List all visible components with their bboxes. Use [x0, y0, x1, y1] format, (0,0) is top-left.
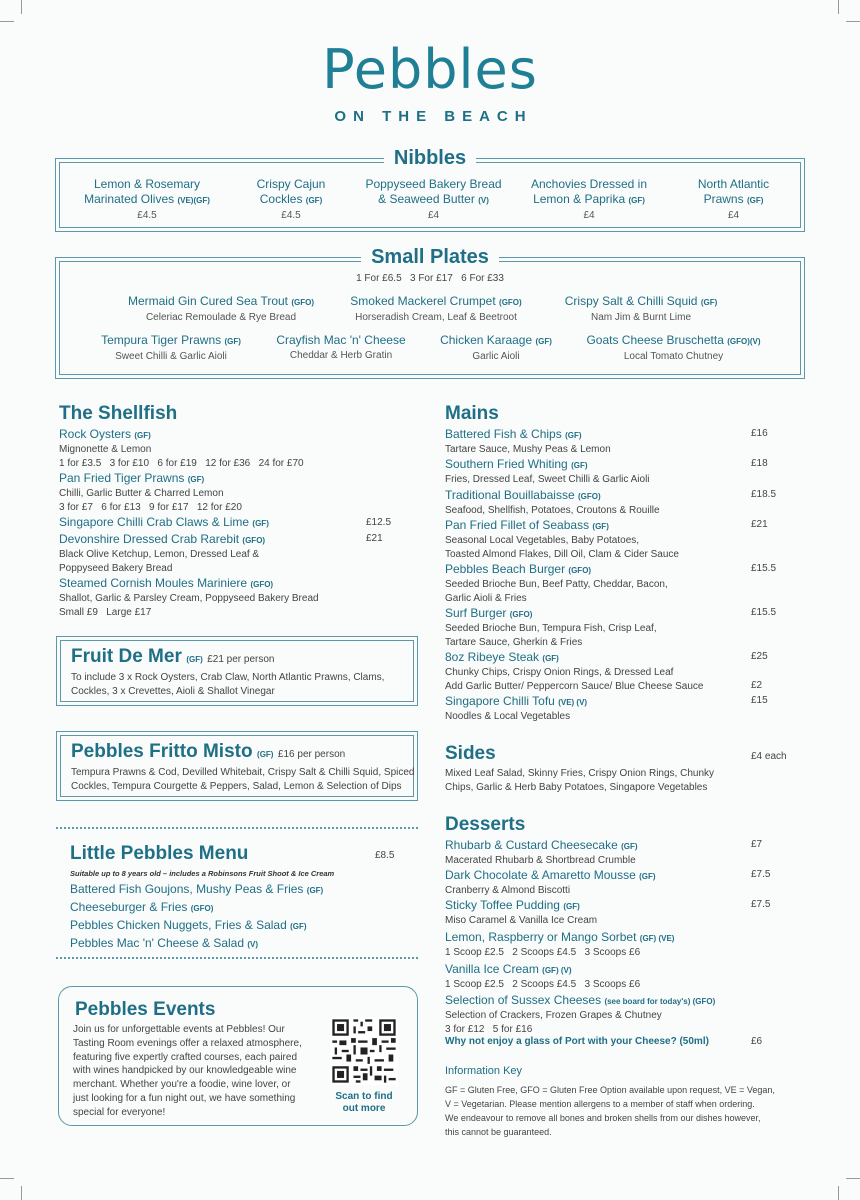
kids-item-name: Pebbles Mac 'n' Cheese & Salad: [70, 936, 245, 950]
small-plate-item: [426, 333, 566, 364]
small-plate-name: Crayfish Mac 'n' Cheese: [276, 333, 406, 347]
item-price: £18: [751, 458, 768, 469]
desserts-title: Desserts: [445, 814, 526, 835]
item-desc: Toasted Almond Flakes, Dill Oil, Clam & Cider Sauce: [445, 549, 679, 560]
dietary-tag: (VE) (V): [558, 698, 588, 707]
dietary-tag: (GF): [700, 298, 718, 307]
item-price: £15.5: [751, 563, 777, 574]
fritto-misto-desc: Cockles, Tempura Courgette & Peppers, Salad, Lemon & Selection of Dips: [71, 781, 402, 792]
dessert-item: [445, 868, 745, 898]
mains-item: [445, 606, 745, 650]
logo: [0, 40, 860, 125]
little-pebbles-section: [56, 827, 418, 959]
dietary-tag: (GF): [542, 654, 559, 663]
dietary-tag: (GFO): [190, 904, 214, 913]
nibble-name-line1: Crispy Cajun: [256, 177, 326, 191]
nibble-item: [72, 177, 222, 223]
dietary-tag: (GF): [535, 337, 552, 346]
events-text: Tasting Room evenings offer a relaxed atmosphere,: [73, 1037, 302, 1049]
fritto-misto-box: [56, 731, 418, 801]
nibble-name-line1: Poppyseed Bakery Bread: [365, 177, 502, 191]
nibble-item: [519, 177, 659, 223]
item-desc: Poppyseed Bakery Bread: [59, 563, 173, 574]
item-pricing: 1 for £3.5 3 for £10 6 for £19 12 for £36 24 for £70: [59, 458, 304, 469]
shellfish-item: [59, 515, 399, 531]
item-desc: Chilli, Garlic Butter & Charred Lemon: [59, 488, 224, 499]
dietary-tag: (V): [247, 940, 259, 949]
item-price: £7: [751, 839, 763, 850]
item-name: Rock Oysters: [59, 427, 132, 441]
dietary-tag: (GF): [186, 655, 203, 664]
little-pebbles-price: £8.5: [375, 850, 395, 861]
small-plate-item: [111, 294, 331, 325]
item-name: Selection of Sussex Cheeses: [445, 993, 602, 1007]
fruit-de-mer-price: £21 per person: [207, 654, 275, 665]
small-plate-item: [541, 294, 741, 325]
crop-mark: [846, 1178, 860, 1179]
small-plate-name: Crispy Salt & Chilli Squid: [564, 294, 698, 308]
sides-desc-line: Chips, Garlic & Herb Baby Potatoes, Singapore Vegetables: [445, 782, 708, 793]
events-text: Join us for unforgettable events at Pebbles! Our: [73, 1024, 285, 1035]
fritto-misto-price: £16 per person: [277, 749, 346, 760]
nibbles-title-wrap: [56, 147, 804, 170]
dietary-tag: (VE)(GF): [177, 196, 210, 205]
item-price: £21: [751, 519, 768, 530]
small-plate-name: Goats Cheese Bruschetta: [586, 333, 724, 347]
small-plates-title-wrap: [56, 246, 804, 269]
fruit-de-mer-desc: To include 3 x Rock Oysters, Crab Claw, North Atlantic Prawns, Clams,: [71, 672, 385, 683]
fritto-misto-title: Pebbles Fritto Misto: [71, 741, 253, 762]
mains-item: [445, 650, 745, 694]
nibble-name-line2: Lemon & Paprika: [533, 192, 626, 206]
item-price: £16: [751, 428, 768, 439]
events-text: merchant. Whether you're a foodie, wine lover, or: [73, 1079, 291, 1091]
fruit-de-mer-box: [56, 636, 418, 706]
dietary-tag: (GF): [571, 461, 588, 470]
dietary-tag: (GFO): [242, 536, 266, 545]
info-key-text: [445, 1083, 805, 1139]
events-text: featuring five expertly crafted courses, each paired: [73, 1051, 298, 1063]
item-name: Traditional Bouillabaisse: [445, 488, 575, 502]
qr-caption: out more: [342, 1103, 386, 1114]
port-price: £6: [751, 1036, 763, 1047]
item-price: £7.5: [751, 869, 771, 880]
dietary-tag: (GF): [628, 196, 645, 205]
small-plate-item: [571, 333, 776, 364]
mains-item: [445, 562, 745, 606]
item-name: Dark Chocolate & Amaretto Mousse: [445, 868, 636, 882]
item-desc: Add Garlic Butter/ Peppercorn Sauce/ Blue Cheese Sauce: [445, 681, 704, 692]
item-desc: Shallot, Garlic & Parsley Cream, Poppyseed Bakery Bread: [59, 593, 319, 604]
info-line: GF = Gluten Free, GFO = Gluten Free Option available upon request, VE = Vegan,: [445, 1085, 775, 1095]
item-pricing: 3 for £7 6 for £13 9 for £17 12 for £20: [59, 502, 242, 513]
nibble-name-line2: Marinated Olives: [84, 192, 175, 206]
item-name: Southern Fried Whiting: [445, 457, 568, 471]
item-desc: Black Olive Ketchup, Lemon, Dressed Leaf &: [59, 549, 260, 560]
item-price: £7.5: [751, 899, 771, 910]
nibbles-section: [55, 147, 805, 232]
small-plate-name: Mermaid Gin Cured Sea Trout: [127, 294, 289, 308]
dietary-tag: (GF): [134, 431, 151, 440]
small-plate-item: [261, 333, 421, 363]
item-desc: Seafood, Shellfish, Potatoes, Croutons & Rouille: [445, 505, 660, 516]
item-name: Surf Burger: [445, 606, 507, 620]
item-price: £15.5: [751, 607, 777, 618]
nibble-item: [671, 177, 796, 223]
nibble-price: £4.5: [281, 210, 301, 221]
small-plates-section: [55, 246, 805, 379]
item-price: £12.5: [366, 517, 392, 528]
crop-mark: [838, 0, 839, 14]
small-plate-item: [336, 294, 536, 325]
item-pricing: 1 Scoop £2.5 2 Scoops £4.5 3 Scoops £6: [445, 947, 641, 958]
item-name: Steamed Cornish Moules Mariniere: [59, 576, 248, 590]
item-price: £21: [366, 533, 383, 544]
item-desc: Garlic Aioli & Fries: [445, 593, 527, 604]
item-desc: Macerated Rhubarb & Shortbread Crumble: [445, 855, 636, 866]
dietary-tag: (GF): [592, 522, 609, 531]
kids-item-name: Battered Fish Goujons, Mushy Peas & Fries: [70, 882, 304, 896]
item-name: Lemon, Raspberry or Mango Sorbet: [445, 930, 637, 944]
item-pricing: 1 Scoop £2.5 2 Scoops £4.5 3 Scoops £6: [445, 979, 641, 990]
item-name: Singapore Chilli Tofu: [445, 694, 555, 708]
item-desc: Chunky Chips, Crispy Onion Rings, & Dressed Leaf: [445, 667, 674, 678]
nibble-name-line1: North Atlantic: [697, 177, 770, 191]
sides-price: £4 each: [751, 751, 787, 762]
little-pebbles-title: Little Pebbles Menu: [70, 843, 249, 864]
events-text: with wines handpicked by our knowledgeable wine: [73, 1065, 297, 1077]
dietary-tag: (GF): [252, 519, 269, 528]
logo-wordmark: Pebbles: [322, 38, 538, 101]
small-plate-name: Smoked Mackerel Crumpet: [350, 294, 496, 308]
dietary-tag: (GF): [290, 922, 307, 931]
item-desc: Tartare Sauce, Mushy Peas & Lemon: [445, 444, 611, 455]
item-pricing: 3 for £12 5 for £16: [445, 1024, 533, 1035]
item-price: £15: [751, 695, 768, 706]
item-desc: Noodles & Local Vegetables: [445, 711, 571, 722]
mains-item: [445, 488, 745, 518]
dietary-tag: (GFO): [568, 566, 592, 575]
item-price: £18.5: [751, 489, 777, 500]
dietary-tag: (GF): [305, 196, 323, 205]
mains-item: [445, 427, 745, 457]
item-pricing: Small £9 Large £17: [59, 607, 152, 618]
kids-item-name: Cheeseburger & Fries: [70, 900, 188, 914]
events-title: Pebbles Events: [75, 999, 216, 1020]
dietary-tag: (see board for today's) (GFO): [604, 997, 716, 1006]
nibble-price: £4.5: [137, 210, 157, 221]
dietary-tag: (GFO): [291, 298, 315, 307]
small-plate-desc: Sweet Chilli & Garlic Aioli: [115, 351, 227, 362]
nibble-item: [236, 177, 346, 223]
mains-title: Mains: [445, 403, 499, 424]
mains-item: [445, 518, 745, 562]
small-plate-desc: Cheddar & Herb Gratin: [289, 350, 393, 361]
fritto-misto-desc: Tempura Prawns & Cod, Devilled Whitebait, Crispy Salt & Chilli Squid, Spiced: [71, 767, 415, 778]
small-plate-desc: Local Tomato Chutney: [623, 351, 724, 362]
item-name: Devonshire Dressed Crab Rarebit: [59, 532, 240, 546]
item-name: Singapore Chilli Crab Claws & Lime: [59, 515, 250, 529]
sides-desc-line: Mixed Leaf Salad, Skinny Fries, Crispy Onion Rings, Chunky: [445, 768, 715, 779]
info-line: We endeavour to remove all bones and broken shells from our dishes however,: [445, 1113, 761, 1123]
dietary-tag: (GF): [639, 872, 656, 881]
shellfish-item: [59, 532, 359, 576]
item-desc: Fries, Dressed Leaf, Sweet Chilli & Garlic Aioli: [445, 474, 650, 485]
little-pebbles-note: Suitable up to 8 years old – includes a Robinsons Fruit Shoot & Ice Cream: [70, 869, 335, 878]
dessert-item: [445, 930, 745, 960]
qr-code-icon[interactable]: [330, 1017, 398, 1085]
dessert-item: [445, 993, 765, 1037]
dietary-tag: (GFO): [499, 298, 522, 307]
crop-mark: [838, 1186, 839, 1200]
nibble-name-line2: Cockles: [259, 192, 303, 206]
small-plates-pricing: 1 For £6.5 3 For £17 6 For £33: [356, 273, 504, 284]
crop-mark: [0, 21, 14, 22]
shellfish-item: [59, 427, 399, 471]
dietary-tag: (GF): [257, 750, 274, 759]
item-name: Sticky Toffee Pudding: [445, 898, 560, 912]
mains-item: [445, 694, 745, 724]
nibble-item: [356, 177, 511, 223]
item-desc: Seeded Brioche Bun, Beef Patty, Cheddar, Bacon,: [445, 579, 668, 590]
item-desc: Selection of Crackers, Frozen Grapes & Chutney: [445, 1010, 662, 1021]
dietary-tag: (GF) (V): [542, 966, 572, 975]
crop-mark: [21, 0, 22, 14]
item-name: 8oz Ribeye Steak: [445, 650, 540, 664]
info-line: this cannot be guaranteed.: [445, 1127, 552, 1137]
item-addon-price: £2: [751, 680, 763, 691]
small-plate-desc: Horseradish Cream, Leaf & Beetroot: [355, 312, 517, 323]
dietary-tag: (GFO): [577, 492, 601, 501]
kids-item-name: Pebbles Chicken Nuggets, Fries & Salad: [70, 918, 287, 932]
dessert-item: [445, 838, 745, 868]
info-line: V = Vegetarian. Please mention allergens to a member of staff when ordering.: [445, 1099, 755, 1109]
item-name: Rhubarb & Custard Cheesecake: [445, 838, 618, 852]
dietary-tag: (GF): [621, 842, 638, 851]
item-desc: Mignonette & Lemon: [59, 444, 152, 455]
item-desc: Seasonal Local Vegetables, Baby Potatoes,: [445, 535, 640, 546]
crop-mark: [0, 1178, 14, 1179]
port-offer: Why not enjoy a glass of Port with your Cheese? (50ml): [445, 1036, 709, 1047]
qr-caption: Scan to find: [335, 1091, 393, 1102]
info-key-title: Information Key: [445, 1065, 523, 1077]
item-name: Vanilla Ice Cream: [445, 962, 539, 976]
item-price: £25: [751, 651, 768, 662]
dietary-tag: (GF): [306, 886, 324, 895]
nibble-price: £4: [427, 210, 440, 221]
nibble-price: £4: [583, 210, 595, 221]
dietary-tag: (GFO): [250, 580, 274, 589]
small-plate-desc: Celeriac Remoulade & Rye Bread: [145, 312, 297, 323]
nibble-price: £4: [727, 210, 740, 221]
small-plates-title: Small Plates: [361, 246, 499, 268]
shellfish-item: [59, 576, 399, 620]
dietary-tag: (GF) (VE): [639, 934, 675, 943]
small-plate-desc: Nam Jim & Burnt Lime: [590, 312, 692, 323]
dietary-tag: (GF): [565, 431, 582, 440]
logo-tagline: ON THE BEACH: [334, 108, 533, 125]
nibble-name-line2: Prawns: [703, 192, 744, 206]
fruit-de-mer-desc: Cockles, 3 x Crevettes, Aioli & Shallot Vinegar: [71, 686, 275, 697]
item-desc: Seeded Brioche Bun, Tempura Fish, Crisp Leaf,: [445, 623, 657, 634]
dietary-tag: (GF): [224, 337, 241, 346]
nibbles-title: Nibbles: [384, 147, 476, 169]
item-desc: Miso Caramel & Vanilla Ice Cream: [445, 915, 598, 926]
dietary-tag: (V): [478, 196, 489, 205]
events-text: just looking for a fun night out, we have something: [73, 1092, 296, 1104]
dietary-tag: (GFO)(V): [727, 337, 761, 346]
small-plate-name: Tempura Tiger Prawns: [101, 333, 222, 347]
mains-item: [445, 457, 745, 487]
item-name: Battered Fish & Chips: [445, 427, 562, 441]
crop-mark: [846, 21, 860, 22]
dessert-item: [445, 962, 745, 992]
item-name: Pan Fried Fillet of Seabass: [445, 518, 590, 532]
item-desc: Tartare Sauce, Gherkin & Fries: [445, 637, 583, 648]
fruit-de-mer-title: Fruit De Mer: [71, 646, 182, 667]
events-text: special for everyone!: [73, 1106, 166, 1118]
dietary-tag: (GFO): [509, 610, 533, 619]
sides-desc: [445, 767, 765, 795]
small-plate-item: [91, 333, 251, 364]
dietary-tag: (GF): [187, 475, 205, 484]
dietary-tag: (GF): [746, 196, 764, 205]
nibble-name-line1: Lemon & Rosemary: [93, 177, 201, 191]
item-name: Pebbles Beach Burger: [445, 562, 566, 576]
crop-mark: [21, 1186, 22, 1200]
shellfish-title: The Shellfish: [59, 403, 178, 424]
sides-title: Sides: [445, 743, 496, 764]
dietary-tag: (GF): [563, 902, 580, 911]
shellfish-item: [59, 471, 399, 515]
item-desc: Cranberry & Almond Biscotti: [445, 885, 571, 896]
dessert-item: [445, 898, 745, 928]
nibble-name-line2: & Seaweed Butter: [378, 192, 475, 206]
events-box: [58, 986, 418, 1126]
small-plate-desc: Garlic Aioli: [472, 351, 520, 362]
item-name: Pan Fried Tiger Prawns: [59, 471, 185, 485]
small-plate-name: Chicken Karaage: [440, 333, 533, 347]
nibble-name-line1: Anchovies Dressed in: [530, 177, 648, 191]
